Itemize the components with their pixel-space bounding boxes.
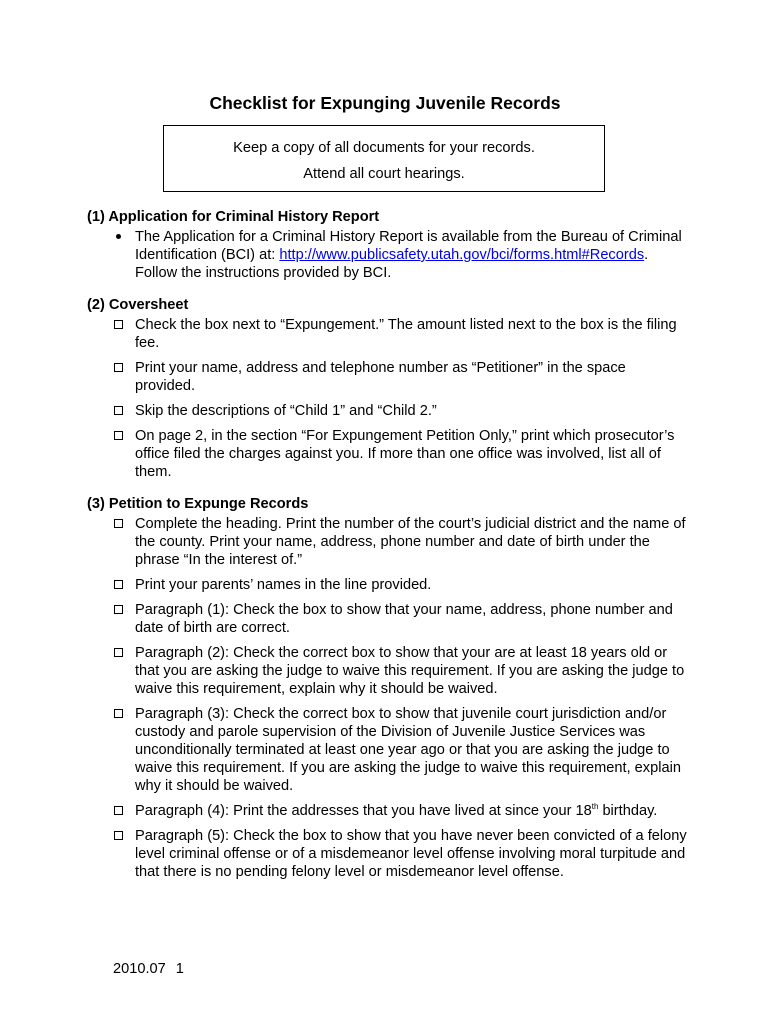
checkbox-icon[interactable] [114, 605, 123, 614]
item-text: Skip the descriptions of “Child 1” and “Child 2.” [135, 403, 437, 419]
checkbox-icon[interactable] [114, 648, 123, 657]
page-title: Checklist for Expunging Juvenile Records [209, 93, 561, 113]
section-heading: (3) Petition to Expunge Records [87, 496, 309, 512]
section-list [87, 316, 687, 481]
checkbox-icon[interactable] [114, 519, 123, 528]
item-text: Paragraph (2): Check the correct box to show that your are at least 18 years old or that you are asking the judge to waive this requirement. If you are asking the judge to waive this requirement, explain why it should be waived. [135, 645, 685, 697]
item-text: Paragraph (5): Check the box to show that you have never been convicted of a felony level criminal offense or of a misdemeanor level offense involving moral turpitude and that there is no pending felony level or misdemeanor level offense. [135, 828, 687, 880]
checkbox-icon[interactable] [114, 431, 123, 440]
list-item [87, 228, 687, 282]
checkbox-icon[interactable] [114, 831, 123, 840]
list-item [87, 827, 687, 881]
list-item [87, 802, 687, 820]
item-text: The Application for a Criminal History Report is available from the Bureau of Criminal Identification (BCI) at: [135, 229, 682, 263]
item-text: Print your parents’ names in the line provided. [135, 577, 432, 593]
item-text: Paragraph (1): Check the box to show that your name, address, phone number and date of birth are correct. [135, 602, 673, 636]
version-label: 2010.07 [113, 961, 166, 977]
checkbox-icon[interactable] [114, 806, 123, 815]
list-item [87, 402, 687, 420]
notice-line: Attend all court hearings. [303, 166, 465, 182]
bci-forms-link[interactable]: http://www.publicsafety.utah.gov/bci/forms.html#Records [279, 247, 645, 263]
section-heading: (1) Application for Criminal History Report [87, 209, 380, 225]
item-text: Complete the heading. Print the number of the court’s judicial district and the name of the county. Print your name, address, phone number and date of birth under the phrase “In the interest of.” [135, 516, 686, 568]
item-text: birthday. [598, 803, 658, 819]
item-text: Print your name, address and telephone number as “Petitioner” in the space provided. [135, 360, 626, 394]
item-text: Paragraph (3): Check the correct box to show that juvenile court jurisdiction and/or custody and parole supervision of the Division of Juvenile Justice Services was unconditionally terminated at least one year ago or that you are asking the judge to waive this requirement. If you are asking the judge to waive this requirement, explain why it should be waived. [135, 706, 681, 794]
item-text: . Follow the instructions provided by BCI. [135, 247, 649, 281]
list-item [87, 601, 687, 637]
list-item [87, 316, 687, 352]
section-list [87, 228, 687, 282]
list-item [87, 359, 687, 395]
checkbox-icon[interactable] [114, 709, 123, 718]
notice-line: Keep a copy of all documents for your records. [233, 140, 535, 156]
list-item [87, 576, 687, 594]
list-item [87, 515, 687, 569]
item-text: Check the box next to “Expungement.” The amount listed next to the box is the filing fee. [135, 317, 677, 351]
section-coversheet [87, 296, 687, 481]
checklist-content [87, 208, 687, 895]
bullet-icon [116, 234, 121, 239]
section-heading: (2) Coversheet [87, 297, 189, 313]
section-application [87, 208, 687, 282]
notice-box [163, 125, 605, 192]
list-item [87, 705, 687, 795]
item-text: Paragraph (4): Print the addresses that you have lived at since your 18 [135, 803, 592, 819]
list-item [87, 644, 687, 698]
page-footer [113, 961, 184, 977]
section-petition [87, 495, 687, 881]
checkbox-icon[interactable] [114, 320, 123, 329]
section-list [87, 515, 687, 881]
ordinal-suffix: th [591, 802, 599, 812]
item-text: On page 2, in the section “For Expungement Petition Only,” print which prosecutor’s office filed the charges against you. If more than one office was involved, list all of them. [135, 428, 675, 480]
checkbox-icon[interactable] [114, 406, 123, 415]
checkbox-icon[interactable] [114, 580, 123, 589]
checkbox-icon[interactable] [114, 363, 123, 372]
page-number: 1 [175, 961, 184, 977]
list-item [87, 427, 687, 481]
